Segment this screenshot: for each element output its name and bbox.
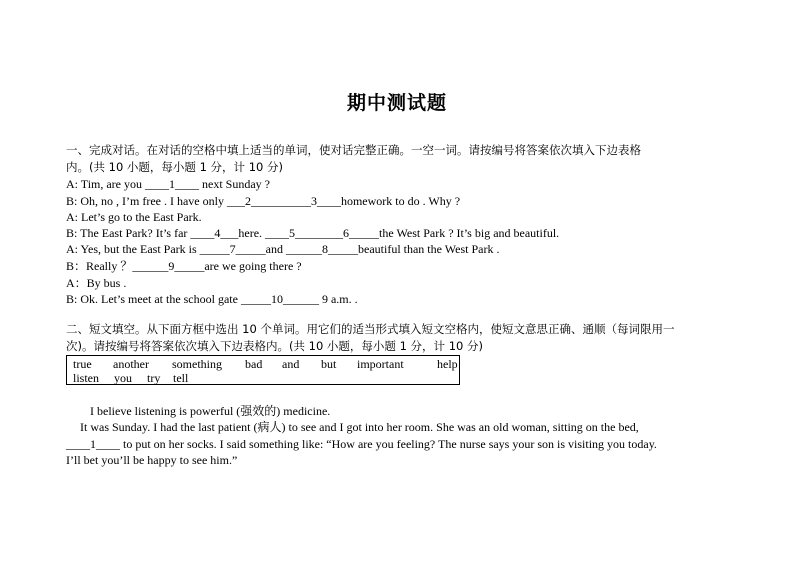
dialogue-line: B：Really ？______9_____are we going there ? xyxy=(66,259,302,273)
word-bank-item: help xyxy=(437,357,458,371)
dialogue-line: B: The East Park? It’s far ____4___here. ____5________6_____the West Park ? It’s big and beautiful. xyxy=(66,226,560,240)
word-bank-item: listen xyxy=(73,371,99,385)
word-bank-item: and xyxy=(282,357,300,371)
passage-line: I’ll bet you’ll be happy to see him.” xyxy=(66,453,238,467)
dialogue-line: B: Oh, no , I’m free . I have only ___2__________3____homework to do . Why ? xyxy=(66,194,461,208)
dialogue-line: A: Let’s go to the East Park. xyxy=(66,210,202,224)
dialogue-line: A: Yes, but the East Park is _____7_____and ______8_____beautiful than the West Park . xyxy=(66,242,500,256)
passage-line: I believe listening is powerful (强效的) medicine. xyxy=(90,404,331,418)
section2-instruction-line1: 二、短文填空。从下面方框中选出 10 个单词。用它们的适当形式填入短文空格内，使短文意思正确、通顺（每词限用一 xyxy=(66,322,675,336)
word-bank-item: try xyxy=(147,371,161,385)
word-bank-item: but xyxy=(321,357,337,371)
word-bank-box xyxy=(66,355,460,385)
dialogue-line: A: Tim, are you ____1____ next Sunday ? xyxy=(66,177,270,191)
word-bank-item: something xyxy=(172,357,222,371)
word-bank-item: true xyxy=(73,357,92,371)
dialogue-line: B: Ok. Let’s meet at the school gate _____10______ 9 a.m. . xyxy=(66,292,358,306)
section1-instruction-line1: 一、完成对话。在对话的空格中填上适当的单词，使对话完整正确。一空一词。请按编号将答案依次填入下边表格 xyxy=(66,143,641,157)
word-bank-item: another xyxy=(113,357,149,371)
passage-line: It was Sunday. I had the last patient (病人) to see and I got into her room. She was an old woman, sitting on the bed, xyxy=(80,420,639,434)
passage-line: ____1____ to put on her socks. I said something like: “How are you feeling? The nurse says your son is visiting you today. xyxy=(66,437,657,451)
word-bank-item: bad xyxy=(245,357,263,371)
page-title: 期中测试题 xyxy=(346,92,447,114)
word-bank-item: important xyxy=(357,357,404,371)
word-bank-item: you xyxy=(114,371,132,385)
section1-instruction-line2: 内。(共 10 小题，每小题 1 分，计 10 分) xyxy=(66,160,283,174)
dialogue-line: A：By bus . xyxy=(66,276,127,290)
word-bank-item: tell xyxy=(173,371,189,385)
section2-instruction-line2: 次)。请按编号将答案依次填入下边表格内。(共 10 小题，每小题 1 分，计 10 分) xyxy=(66,339,483,353)
